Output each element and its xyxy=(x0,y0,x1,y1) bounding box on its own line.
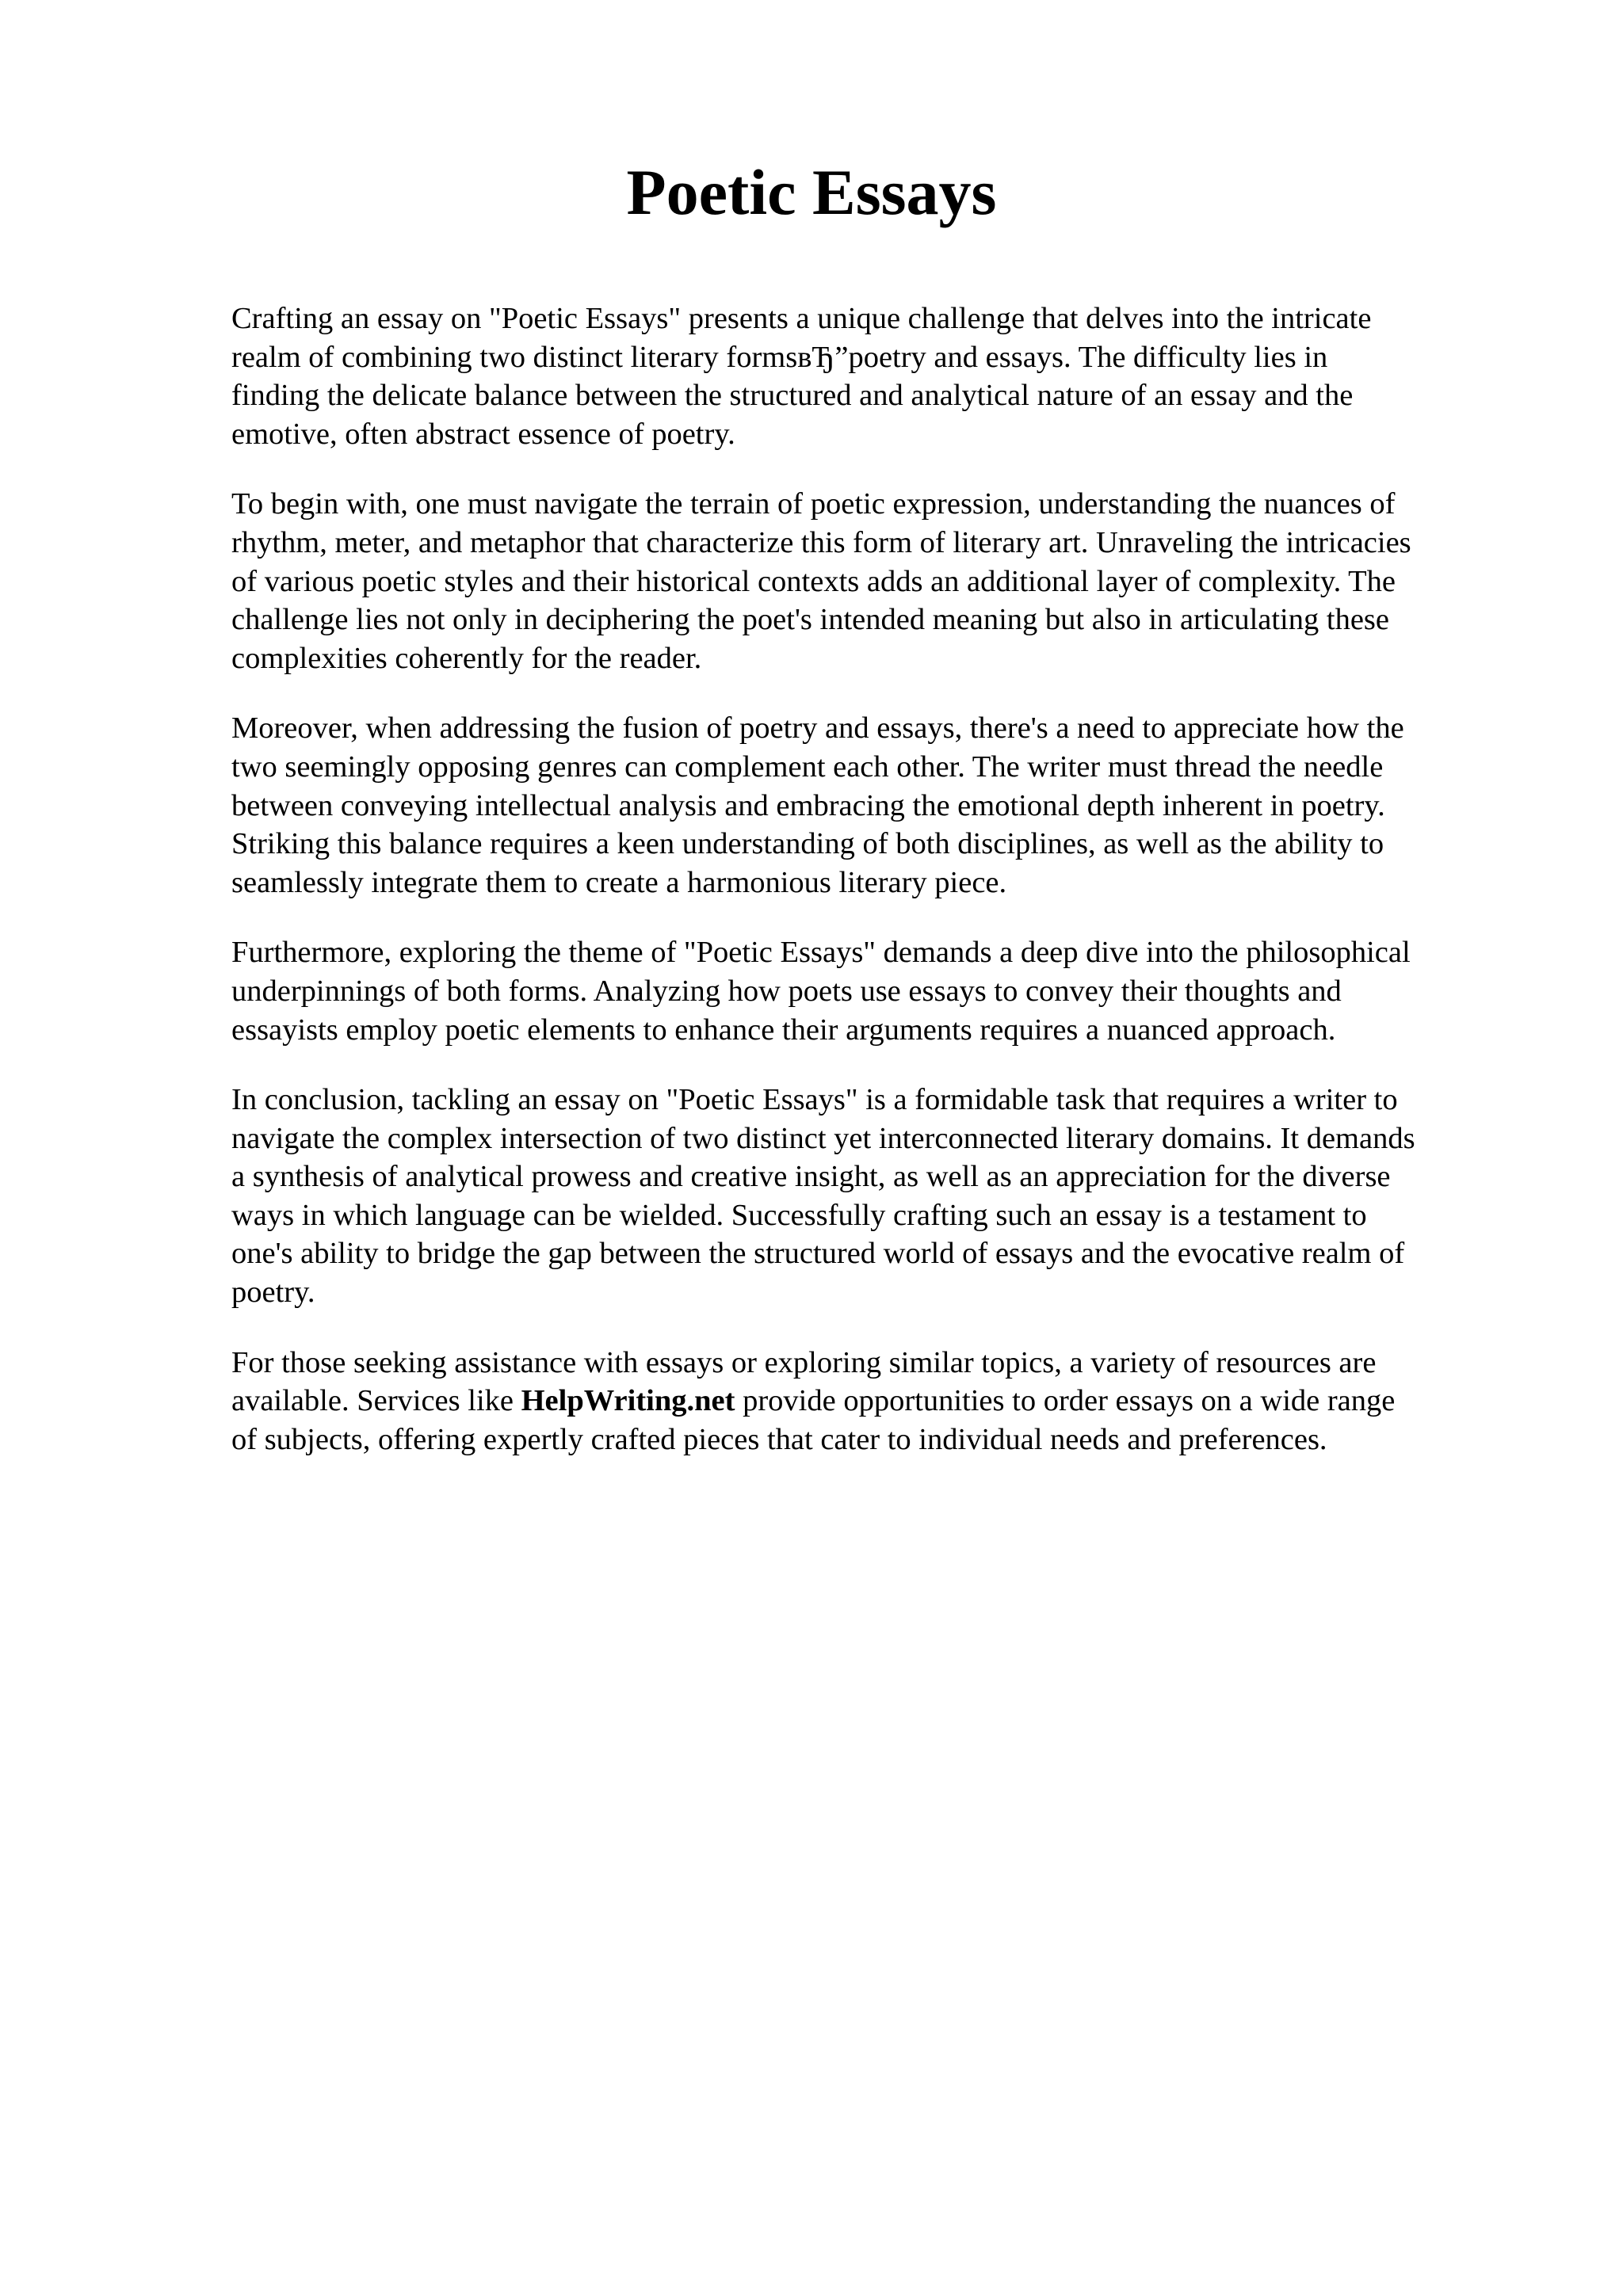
text-line: To begin with, one must navigate the terrain of poetic expression, understanding the nuances of xyxy=(231,487,1396,521)
text-line: Furthermore, exploring the theme of "Poetic Essays" demands a deep dive into the philosophical xyxy=(231,936,1411,970)
text-line: realm of combining two distinct literary formsвЂ”poetry and essays. The difficulty lies in xyxy=(231,340,1328,374)
text-line xyxy=(231,1382,1515,1421)
text-line: two seemingly opposing genres can complement each other. The writer must thread the needle xyxy=(231,749,1384,784)
text-segment: provide opportunities to order essays on a wide range xyxy=(735,1384,1396,1418)
text-line: emotive, often abstract essence of poetry. xyxy=(231,417,735,451)
brand-name: HelpWriting.net xyxy=(521,1384,735,1418)
text-line: For those seeking assistance with essays or exploring similar topics, a variety of resources are xyxy=(231,1345,1377,1379)
text-line: navigate the complex intersection of two distinct yet interconnected literary domains. It demands xyxy=(231,1121,1415,1155)
paragraph-4 xyxy=(231,933,1515,1049)
text-line: of subjects, offering expertly crafted pieces that cater to individual needs and preferences. xyxy=(231,1422,1327,1456)
text-line: complexities coherently for the reader. xyxy=(231,641,702,675)
paragraph-2 xyxy=(231,485,1515,677)
text-line: a synthesis of analytical prowess and creative insight, as well as an appreciation for the diverse xyxy=(231,1160,1391,1194)
closing-paragraph xyxy=(231,1344,1515,1459)
text-line: poetry. xyxy=(231,1276,315,1310)
text-line: finding the delicate balance between the structured and analytical nature of an essay and the xyxy=(231,379,1354,413)
text-line: challenge lies not only in deciphering the poet's intended meaning but also in articulating these xyxy=(231,603,1389,637)
text-line: Striking this balance requires a keen understanding of both disciplines, as well as the ability to xyxy=(231,827,1384,861)
text-line: essayists employ poetic elements to enhance their arguments requires a nuanced approach. xyxy=(231,1013,1336,1047)
text-line: one's ability to bridge the gap between the structured world of essays and the evocative realm of xyxy=(231,1237,1405,1271)
page-title: Poetic Essays xyxy=(626,156,997,228)
text-line: Crafting an essay on "Poetic Essays" presents a unique challenge that delves into the intricate xyxy=(231,302,1372,335)
text-line: Moreover, when addressing the fusion of poetry and essays, there's a need to appreciate how the xyxy=(231,711,1404,746)
paragraph-5 xyxy=(231,1081,1515,1312)
text-line: In conclusion, tackling an essay on "Poetic Essays" is a formidable task that requires a writer to xyxy=(231,1083,1398,1117)
paragraph-1 xyxy=(231,299,1515,453)
text-line: between conveying intellectual analysis and embracing the emotional depth inherent in poetry. xyxy=(231,788,1385,822)
text-segment: available. Services like xyxy=(231,1384,521,1418)
text-line: rhythm, meter, and metaphor that characterize this form of literary art. Unraveling the intricacies xyxy=(231,525,1411,559)
text-line: of various poetic styles and their historical contexts adds an additional layer of complexity. The xyxy=(231,564,1396,598)
document-body xyxy=(231,299,1515,1490)
paragraph-3 xyxy=(231,709,1515,902)
text-line: ways in which language can be wielded. Successfully crafting such an essay is a testament to xyxy=(231,1198,1367,1232)
text-line: underpinnings of both forms. Analyzing how poets use essays to convey their thoughts and xyxy=(231,974,1342,1008)
text-line: seamlessly integrate them to create a harmonious literary piece. xyxy=(231,865,1007,899)
